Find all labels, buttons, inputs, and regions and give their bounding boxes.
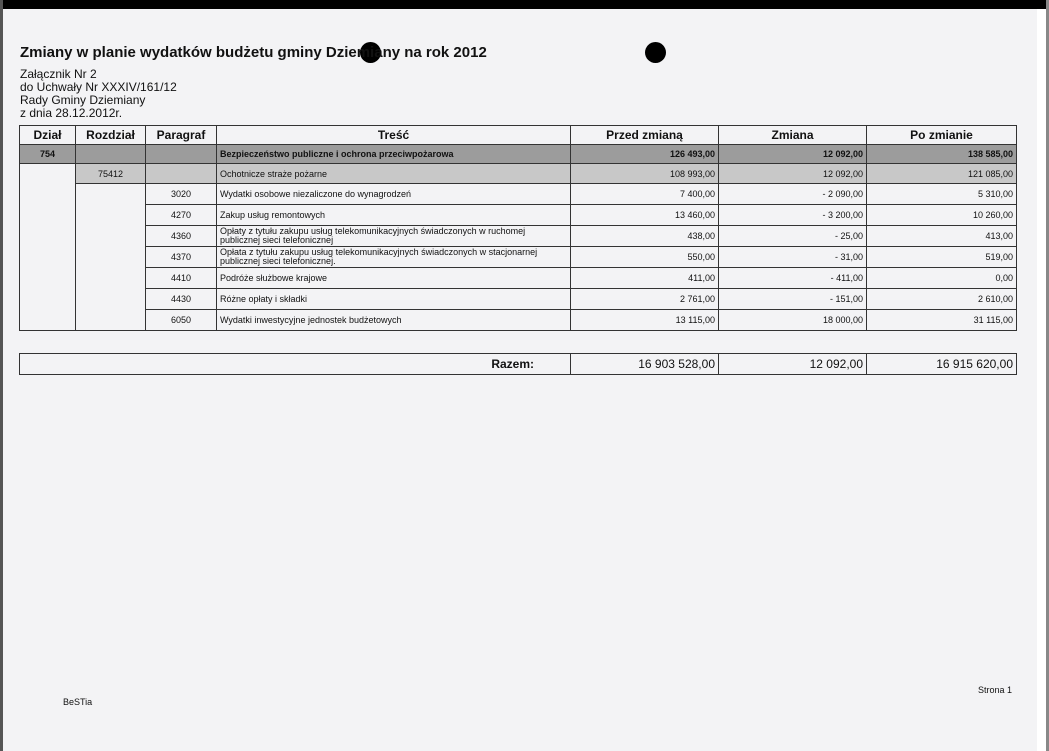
dzial-row bbox=[20, 145, 1017, 164]
row-tresc: Podróże służbowe krajowe bbox=[217, 268, 571, 289]
footer-software: BeSTia bbox=[63, 697, 93, 707]
rozdzial-code: 75412 bbox=[76, 164, 146, 184]
document-page bbox=[3, 9, 1037, 751]
dzial-column-span bbox=[20, 164, 76, 331]
table-row bbox=[20, 247, 1017, 268]
header-przed-zmiana: Przed zmianą bbox=[571, 126, 719, 145]
row-tresc: Wydatki inwestycyjne jednostek budżetowych bbox=[217, 310, 571, 331]
row-tresc: Opłaty z tytułu zakupu usług telekomunikacyjnych świadczonych w ruchomej publicznej sieci telefonicznej bbox=[217, 226, 571, 247]
dzial-przed: 126 493,00 bbox=[571, 145, 719, 164]
table-row bbox=[20, 289, 1017, 310]
header-tresc: Treść bbox=[217, 126, 571, 145]
row-tresc: Wydatki osobowe niezaliczone do wynagrodzeń bbox=[217, 184, 571, 205]
summary-table bbox=[19, 353, 1017, 375]
row-po: 31 115,00 bbox=[867, 310, 1017, 331]
row-przed: 13 460,00 bbox=[571, 205, 719, 226]
row-przed: 2 761,00 bbox=[571, 289, 719, 310]
document-date: z dnia 28.12.2012r. bbox=[20, 106, 123, 120]
expenditure-table bbox=[19, 125, 1017, 331]
header-po-zmianie: Po zmianie bbox=[867, 126, 1017, 145]
scan-top-border bbox=[0, 0, 1049, 9]
document-title: Zmiany w planie wydatków budżetu gminy Dziemiany na rok 2012 bbox=[20, 44, 487, 61]
dzial-zmiana: 12 092,00 bbox=[719, 145, 867, 164]
row-przed: 7 400,00 bbox=[571, 184, 719, 205]
attachment-number: Załącznik Nr 2 bbox=[20, 67, 97, 81]
row-zmiana: - 25,00 bbox=[719, 226, 867, 247]
header-dzial: Dział bbox=[20, 126, 76, 145]
summary-label: Razem: bbox=[20, 354, 571, 375]
page-number: Strona 1 bbox=[978, 685, 1013, 695]
row-po: 519,00 bbox=[867, 247, 1017, 268]
table-row bbox=[20, 268, 1017, 289]
rozdzial-row bbox=[20, 164, 1017, 184]
row-zmiana: - 3 200,00 bbox=[719, 205, 867, 226]
rozdzial-tresc: Ochotnicze straże pożarne bbox=[217, 164, 571, 184]
table-header-row bbox=[20, 126, 1017, 145]
summary-zmiana: 12 092,00 bbox=[719, 354, 867, 375]
table-row bbox=[20, 310, 1017, 331]
rozdzial-column-span bbox=[76, 184, 146, 331]
rozdzial-przed: 108 993,00 bbox=[571, 164, 719, 184]
paragraf-code: 4270 bbox=[146, 205, 217, 226]
row-zmiana: 18 000,00 bbox=[719, 310, 867, 331]
summary-po: 16 915 620,00 bbox=[867, 354, 1017, 375]
row-tresc: Opłata z tytułu zakupu usług telekomunikacyjnych świadczonych w stacjonarnej publicznej sieci telefonicznej. bbox=[217, 247, 571, 268]
row-zmiana: - 2 090,00 bbox=[719, 184, 867, 205]
table-row bbox=[20, 205, 1017, 226]
row-zmiana: - 151,00 bbox=[719, 289, 867, 310]
dzial-po: 138 585,00 bbox=[867, 145, 1017, 164]
row-zmiana: - 31,00 bbox=[719, 247, 867, 268]
summary-przed: 16 903 528,00 bbox=[571, 354, 719, 375]
paragraf-code: 4410 bbox=[146, 268, 217, 289]
council-name: Rady Gminy Dziemiany bbox=[20, 93, 146, 107]
rozdzial-zmiana: 12 092,00 bbox=[719, 164, 867, 184]
dzial-code: 754 bbox=[20, 145, 76, 164]
table-row bbox=[20, 226, 1017, 247]
resolution-number: do Uchwały Nr XXXIV/161/12 bbox=[20, 80, 177, 94]
row-przed: 13 115,00 bbox=[571, 310, 719, 331]
rozdzial-po: 121 085,00 bbox=[867, 164, 1017, 184]
row-po: 2 610,00 bbox=[867, 289, 1017, 310]
dzial-empty-paragraf bbox=[146, 145, 217, 164]
row-przed: 550,00 bbox=[571, 247, 719, 268]
row-po: 5 310,00 bbox=[867, 184, 1017, 205]
punch-hole-right bbox=[645, 42, 666, 63]
row-po: 10 260,00 bbox=[867, 205, 1017, 226]
header-rozdzial: Rozdział bbox=[76, 126, 146, 145]
row-tresc: Zakup usług remontowych bbox=[217, 205, 571, 226]
row-przed: 438,00 bbox=[571, 226, 719, 247]
rozdzial-empty-paragraf bbox=[146, 164, 217, 184]
header-zmiana: Zmiana bbox=[719, 126, 867, 145]
row-po: 0,00 bbox=[867, 268, 1017, 289]
paragraf-code: 3020 bbox=[146, 184, 217, 205]
dzial-empty-rozdzial bbox=[76, 145, 146, 164]
summary-row bbox=[20, 354, 1017, 375]
paragraf-code: 6050 bbox=[146, 310, 217, 331]
row-tresc: Różne opłaty i składki bbox=[217, 289, 571, 310]
header-paragraf: Paragraf bbox=[146, 126, 217, 145]
row-zmiana: - 411,00 bbox=[719, 268, 867, 289]
paragraf-code: 4430 bbox=[146, 289, 217, 310]
paragraf-code: 4370 bbox=[146, 247, 217, 268]
row-przed: 411,00 bbox=[571, 268, 719, 289]
dzial-tresc: Bezpieczeństwo publiczne i ochrona przeciwpożarowa bbox=[217, 145, 571, 164]
row-po: 413,00 bbox=[867, 226, 1017, 247]
paragraf-code: 4360 bbox=[146, 226, 217, 247]
table-row bbox=[20, 184, 1017, 205]
